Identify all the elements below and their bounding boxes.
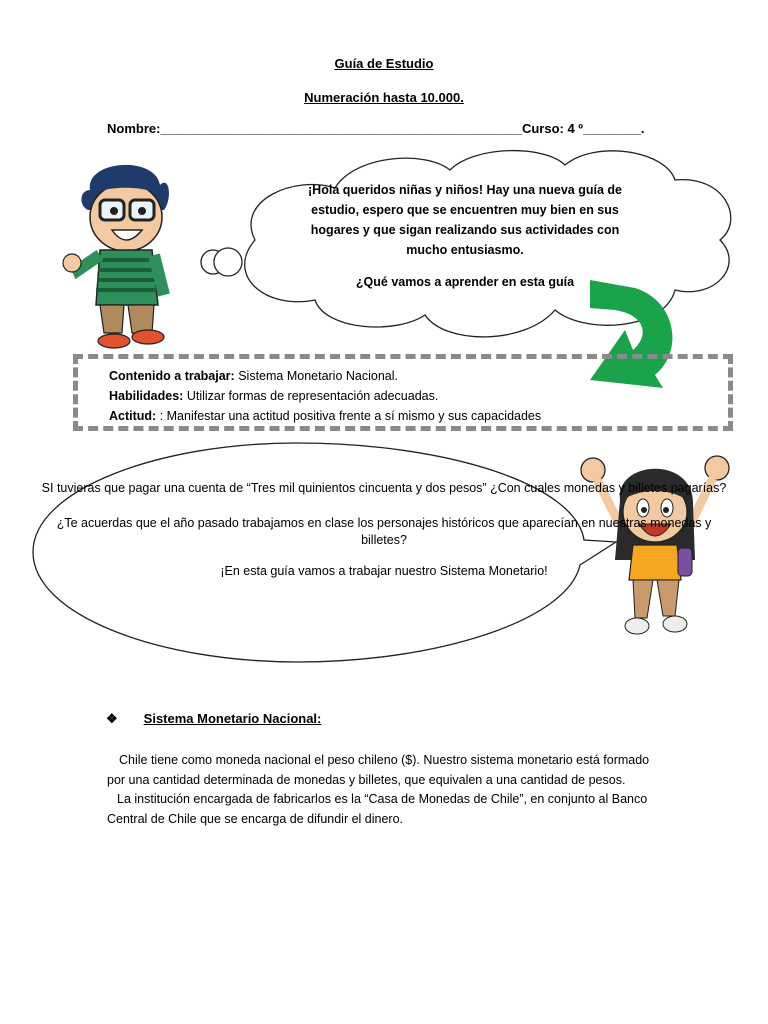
section-heading [106, 711, 321, 727]
course-label: Curso: 4 º [521, 121, 584, 136]
bubble-line-2: ¿Te acuerdas que el año pasado trabajamos en clase los personajes históricos que aparecían en nuestras monedas y [56, 516, 712, 530]
diamond-bullet-icon: ❖ [106, 711, 118, 726]
boy-character-illustration [60, 155, 180, 355]
speech-bubble [28, 440, 618, 670]
paragraph-2 [107, 790, 667, 829]
paragraph-line: Central de Chile que se encarga de difundir el dinero. [107, 811, 404, 826]
cloud-line: estudio, espero que se encuentren muy bien en sus [311, 203, 619, 217]
cloud-line: ¡Hola queridos niñas y niños! Hay una nueva guía de [308, 183, 622, 197]
page-title: Guía de Estudio [334, 56, 434, 71]
objective-skills [109, 386, 541, 406]
content-label: Contenido a trabajar: [109, 369, 235, 383]
name-label: Nombre: [107, 121, 161, 136]
bubble-line-3: billetes? [361, 533, 407, 547]
attitude-label: Actitud: [109, 409, 157, 423]
cloud-question: ¿Qué vamos a aprender en esta guía [355, 275, 575, 289]
skills-value: Utilizar formas de representación adecuadas. [186, 389, 439, 403]
name-course-line [107, 121, 645, 136]
paragraph-1 [107, 751, 667, 790]
section-heading-label: Sistema Monetario Nacional: [143, 711, 322, 726]
objectives-list [109, 366, 541, 426]
paragraph-line: La institución encargada de fabricarlos es la “Casa de Monedas de Chile”, en conjunto al Banco [117, 792, 648, 806]
content-value: Sistema Monetario Nacional. [238, 369, 398, 383]
cloud-line: mucho entusiasmo. [406, 243, 524, 257]
page-subtitle: Numeración hasta 10.000. [304, 90, 464, 105]
bubble-line-1: SI tuvieras que pagar una cuenta de “Tres mil quinientos cincuenta y dos pesos” ¿Con cuales monedas y billetes pagarías? [41, 481, 727, 495]
objective-content [109, 366, 541, 386]
skills-label: Habilidades: [109, 389, 184, 403]
attitude-value: : Manifestar una actitud positiva frente a sí mismo y sus capacidades [159, 409, 542, 423]
course-blank[interactable]: ________. [583, 121, 645, 136]
cloud-line: hogares y que sigan realizando sus actividades con [310, 223, 620, 237]
cloud-greeting [290, 180, 640, 260]
objective-attitude [109, 406, 541, 426]
name-blank[interactable]: __________________________________________________ [160, 121, 522, 136]
paragraph-line: por una cantidad determinada de monedas y billetes, que equivalen a una cantidad de pesos. [107, 772, 626, 787]
paragraph-line: Chile tiene como moneda nacional el peso chileno ($). Nuestro sistema monetario está formado [119, 753, 650, 767]
bubble-line-4: ¡En esta guía vamos a trabajar nuestro Sistema Monetario! [220, 564, 548, 578]
